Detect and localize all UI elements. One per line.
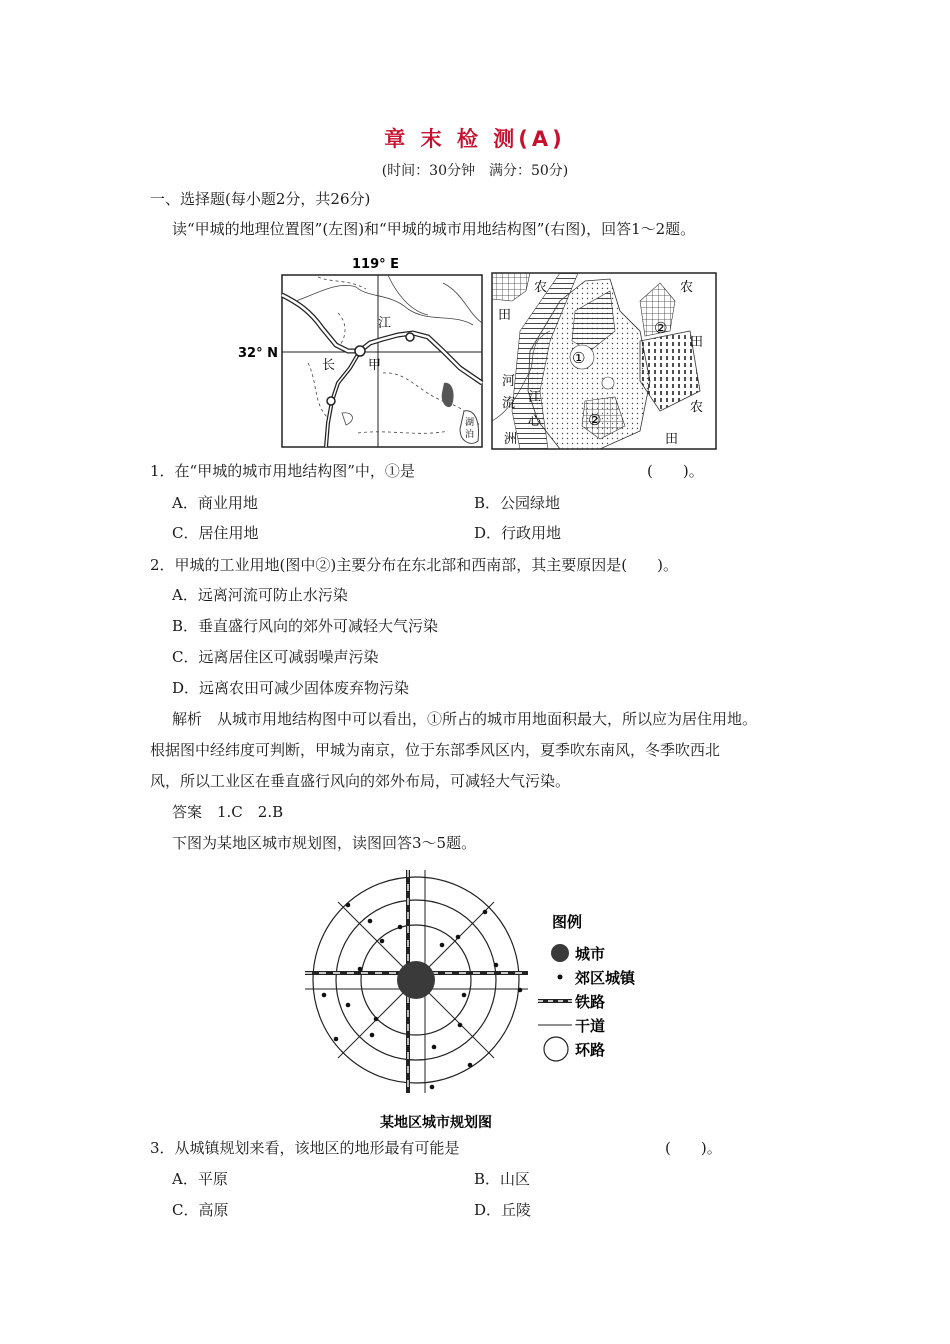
q1-option-a[interactable]: A．商业用地 [172, 494, 258, 512]
lake-label-2: 泊 [465, 430, 475, 440]
legend-title: 图例 [552, 913, 583, 931]
legend-city-label: 城市 [575, 945, 606, 963]
page-subtitle: (时间：30分钟 满分：50分) [381, 163, 569, 179]
section-intro: 读“甲城的地理位置图”(左图)和“甲城的城市用地结构图”(右图)，回答1～2题。 [172, 220, 696, 238]
river-label-liu: 流 [502, 396, 516, 411]
q3-option-d[interactable]: D．丘陵 [474, 1201, 532, 1219]
q2-option-a[interactable]: A．远离河流可防止水污染 [172, 586, 348, 604]
page-title: 章 末 检 测(A) [384, 127, 566, 151]
q2-option-b[interactable]: B．垂直盛行风向的郊外可减轻大气污染 [172, 617, 439, 635]
city-jia-label: 甲 [368, 358, 382, 373]
q1-option-c[interactable]: C．居住用地 [172, 524, 259, 542]
answer-line: 答案 1.C 2.B [172, 803, 284, 821]
longitude-label: 119° E [352, 257, 400, 272]
farmland-label-3: 农 [680, 280, 694, 295]
farmland-label-5: 农 [690, 400, 704, 415]
lake-label: 湖 [465, 418, 475, 428]
section-heading: 一、选择题(每小题2分，共26分) [150, 190, 371, 208]
legend-railway-label: 铁路 [575, 993, 606, 1011]
river-label: 江 [378, 316, 392, 331]
island-label-zhou: 洲 [504, 432, 518, 447]
q3-option-a[interactable]: A．平原 [172, 1170, 228, 1188]
landuse-marker-2b: ② [588, 411, 602, 429]
planning-map [300, 865, 660, 1135]
land-use-map [490, 271, 718, 451]
q2-option-c[interactable]: C．远离居住区可减弱噪声污染 [172, 648, 379, 666]
q2-stem: 2．甲城的工业用地(图中②)主要分布在东北部和西南部，其主要原因是( )。 [150, 556, 678, 574]
farmland-label-4: 田 [690, 335, 704, 350]
farmland-label-2: 田 [498, 308, 512, 323]
landuse-marker-2a: ② [654, 319, 668, 337]
q1-option-d[interactable]: D．行政用地 [474, 524, 562, 542]
q3-option-c[interactable]: C．高原 [172, 1201, 229, 1219]
q3-stem: 3．从城镇规划来看，该地区的地形最有可能是 [150, 1139, 460, 1157]
landuse-marker-1: ① [572, 349, 586, 367]
location-map [238, 253, 486, 451]
q2-option-d[interactable]: D．远离农田可减少固体废弃物污染 [172, 679, 410, 697]
q1-stem: 1．在“甲城的城市用地结构图”中，①是 [150, 462, 415, 480]
figure-caption: 某地区城市规划图 [380, 1115, 492, 1131]
q1-blank: ( )。 [647, 462, 704, 480]
farmland-label: 农 [534, 280, 548, 295]
q3-option-b[interactable]: B．山区 [474, 1170, 531, 1188]
q3-blank: ( )。 [665, 1139, 722, 1157]
legend-road-label: 干道 [575, 1017, 606, 1035]
analysis-line-1: 解析 从城市用地结构图中可以看出，①所占的城市用地面积最大，所以应为居住用地。 [172, 710, 758, 728]
farmland-label-6: 田 [665, 432, 679, 447]
q1-option-b[interactable]: B．公园绿地 [474, 494, 561, 512]
river-label-he: 河 [502, 374, 516, 389]
latitude-label: 32° N [238, 346, 278, 361]
section-intro-2: 下图为某地区城市规划图，读图回答3～5题。 [172, 834, 477, 852]
island-label-xin: 心 [528, 414, 542, 429]
river-label-chang: 长 [322, 358, 336, 373]
legend-town-label: 郊区城镇 [575, 969, 636, 987]
analysis-line-2: 根据图中经纬度可判断，甲城为南京，位于东部季风区内，夏季吹东南风，冬季吹西北 [150, 741, 721, 759]
analysis-line-3: 风，所以工业区在垂直盛行风向的郊外布局，可减轻大气污染。 [150, 772, 571, 790]
river-label-jiang: 江 [528, 390, 542, 405]
legend-ring-label: 环路 [575, 1041, 606, 1059]
